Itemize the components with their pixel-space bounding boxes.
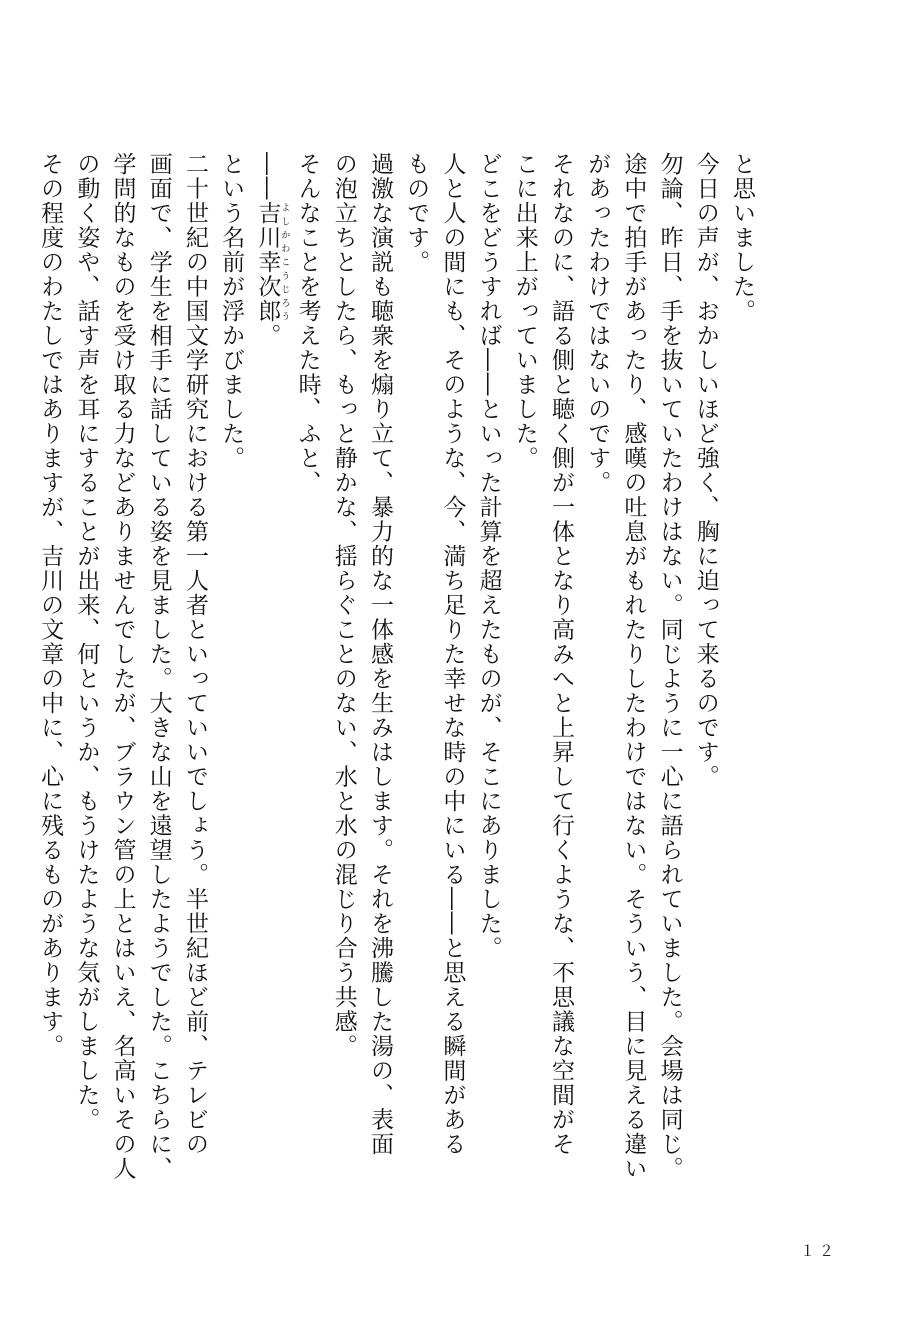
text-line-18: 学問的なものを受け取る力などありませんでしたが、ブラウン管の上とはいえ、名高いその人 [109,152,136,1181]
text-line-19: の動く姿や、話す声を耳にすることが出来、何というか、もうけたような気がしました。 [73,152,100,1132]
text-line-6: それなのに、語る側と聴く側が一体となり高みへと上昇して行くような、不思議な空間がそ [547,152,574,1157]
vertical-body-text [32,152,760,1181]
text-line-14: ――吉川幸次郎 よしかわこうじろう。 [254,152,290,348]
text-line-9: 人と人の間にも、そのような、今、満ち足りた幸せな時の中にいる――と思える瞬間がある [439,152,466,1157]
page-number: １２ [799,1242,838,1260]
text-line-7: こに出来上がっていました。 [511,152,538,471]
text-line-20: その程度のわたしではありますが、吉川の文章の中に、心に残るものがあります。 [37,152,64,1059]
text-line-17: 画面で、学生を相手に話している姿を見ました。大きな山を遠望したようでした。こちらに、 [145,152,172,1181]
ruby-reading: よしかわこうじろう [279,201,290,324]
text-line-11: 過激な演説も聴衆を煽り立て、暴力的な一体感を生みはします。それを沸騰した湯の、表面 [366,152,393,1157]
ruby-name: 吉川幸次郎 よしかわこうじろう [254,201,290,324]
text-line-13: そんなことを考えた時、ふと、 [294,152,321,495]
text-line-2: 今日の声が、おかしいほど強く、胸に迫って来るのです。 [692,152,719,789]
text-line-10: ものです。 [403,152,430,275]
text-line-8: どこをどうすれば――といった計算を超えたものが、そこにありました。 [475,152,502,961]
text-line-4: 途中で拍手があったり、感嘆の吐息がもれたりしたわけではない。そういう、目に見える違い [620,152,647,1181]
text-line-5: があったわけではないのです。 [584,152,611,495]
text-line-16: 二十世紀の中国文学研究における第一人者といっていいでしょう。半世紀ほど前、テレビの [181,152,208,1157]
text-line-12: の泡立ちとしたら、もっと静かな、揺らぐことのない、水と水の混じり合う共感。 [330,152,357,1059]
text-line-1: と思いました。 [729,152,755,324]
text-line-15: という名前が浮かびました。 [218,152,245,471]
text-line-3: 勿論、昨日、手を抜いていたわけはない。同じように一心に語られていました。会場は同じ。 [656,152,683,1181]
